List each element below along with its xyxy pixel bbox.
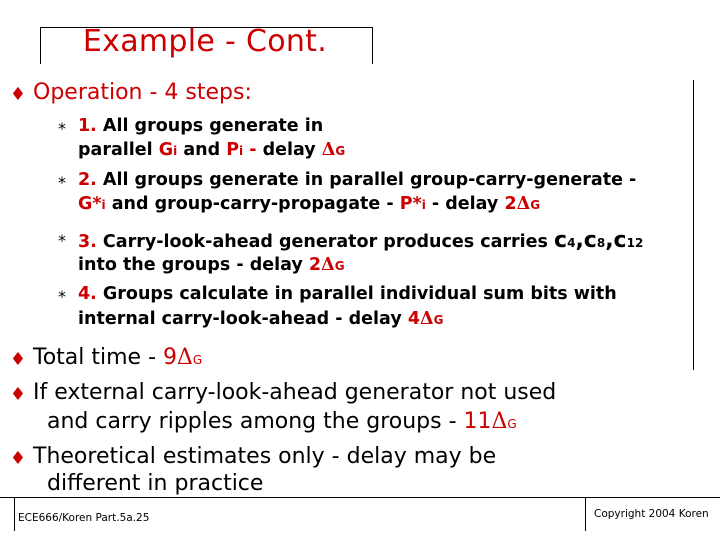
symbol-subscript: i xyxy=(239,144,244,158)
step-text: internal carry-look-ahead - delay xyxy=(78,309,408,329)
diamond-bullet-icon: ♦ xyxy=(9,384,27,405)
diamond-bullet-icon: ♦ xyxy=(9,448,27,469)
carry-subscript: 8 xyxy=(596,236,606,250)
delta-symbol: Δ xyxy=(321,255,335,275)
symbol-P: P xyxy=(226,140,240,160)
asterisk-bullet-icon: * xyxy=(58,119,66,138)
operation-heading: Operation - 4 steps: xyxy=(33,80,252,105)
symbol-subscript: i xyxy=(173,144,178,158)
carry-subscript: 4 xyxy=(567,236,576,250)
delta-subscript: G xyxy=(433,313,444,327)
delta-subscript: G xyxy=(335,144,346,158)
delta-symbol: Δ xyxy=(516,194,531,214)
delay-value: 11 xyxy=(463,409,492,434)
symbol-P-star: P* xyxy=(399,194,422,214)
footer-copyright: Copyright 2004 Koren xyxy=(594,508,709,520)
delta-subscript: G xyxy=(192,353,203,367)
carry-symbol: c xyxy=(554,228,568,253)
step-text: parallel xyxy=(78,140,159,160)
step-text: Groups calculate in parallel individual sum bits with xyxy=(96,284,617,304)
external-line-2 xyxy=(47,409,517,434)
asterisk-bullet-icon: * xyxy=(58,231,66,250)
delay-value: 4 xyxy=(407,309,421,329)
delta-symbol: Δ xyxy=(491,409,508,434)
step-text: - delay xyxy=(425,194,505,214)
external-line-1: If external carry-look-ahead generator not used xyxy=(33,380,557,405)
footer-frame-left xyxy=(14,497,15,531)
symbol-G-star: G* xyxy=(78,194,102,214)
step-number: 2. xyxy=(78,170,97,190)
step-number: 3. xyxy=(78,232,97,252)
step-text: All groups generate in parallel group-carry-generate - xyxy=(96,170,637,190)
delta-symbol: Δ xyxy=(420,309,434,329)
delay-value: 2 xyxy=(504,194,517,214)
theoretical-line-1: Theoretical estimates only - delay may be xyxy=(33,444,497,469)
step-3-line-1 xyxy=(78,228,643,253)
step-2-line-1 xyxy=(78,170,636,190)
step-text: and group-carry-propagate - xyxy=(105,194,400,214)
footer-frame-right xyxy=(585,497,586,531)
delay-value: 2 xyxy=(308,255,322,275)
step-text: - xyxy=(243,140,257,160)
total-time-line xyxy=(33,345,202,370)
delta-symbol: Δ xyxy=(321,140,336,160)
delta-subscript: G xyxy=(334,259,345,273)
step-1-line-2 xyxy=(78,140,345,160)
step-text: Carry-look-ahead generator produces carries xyxy=(96,232,555,252)
slide-title: Example - Cont. xyxy=(82,24,328,59)
step-3-line-2 xyxy=(78,255,345,275)
delta-subscript: G xyxy=(530,198,541,212)
theoretical-line-2: different in practice xyxy=(47,471,264,496)
symbol-subscript: i xyxy=(101,198,106,212)
step-number: 4. xyxy=(78,284,97,304)
step-text: and xyxy=(177,140,227,160)
symbol-G: G xyxy=(158,140,174,160)
asterisk-bullet-icon: * xyxy=(58,173,66,192)
bullet-text: and carry ripples among the groups - xyxy=(47,409,464,434)
step-2-line-2 xyxy=(78,194,540,214)
step-text: into the groups - delay xyxy=(78,255,309,275)
step-text: delay xyxy=(256,140,322,160)
step-4-line-1 xyxy=(78,284,617,304)
step-4-line-2 xyxy=(78,309,443,329)
step-text: All groups generate in xyxy=(96,116,324,136)
delta-symbol: Δ xyxy=(177,345,193,370)
step-number: 1. xyxy=(78,116,97,136)
diamond-bullet-icon: ♦ xyxy=(9,84,27,105)
bullet-text: Total time - xyxy=(33,345,164,370)
carry-symbol: ,c xyxy=(575,228,597,253)
footer-course-label: ECE666/Koren Part.5a.25 xyxy=(18,512,150,524)
content-frame-right xyxy=(693,80,694,370)
footer-rule xyxy=(0,497,720,498)
symbol-subscript: i xyxy=(421,198,426,212)
carry-subscript: 12 xyxy=(626,236,644,250)
step-1-line-1 xyxy=(78,116,323,136)
delay-value: 9 xyxy=(163,345,178,370)
delta-subscript: G xyxy=(507,417,517,431)
carry-symbol: ,c xyxy=(605,228,627,253)
diamond-bullet-icon: ♦ xyxy=(9,349,27,370)
asterisk-bullet-icon: * xyxy=(58,287,66,306)
